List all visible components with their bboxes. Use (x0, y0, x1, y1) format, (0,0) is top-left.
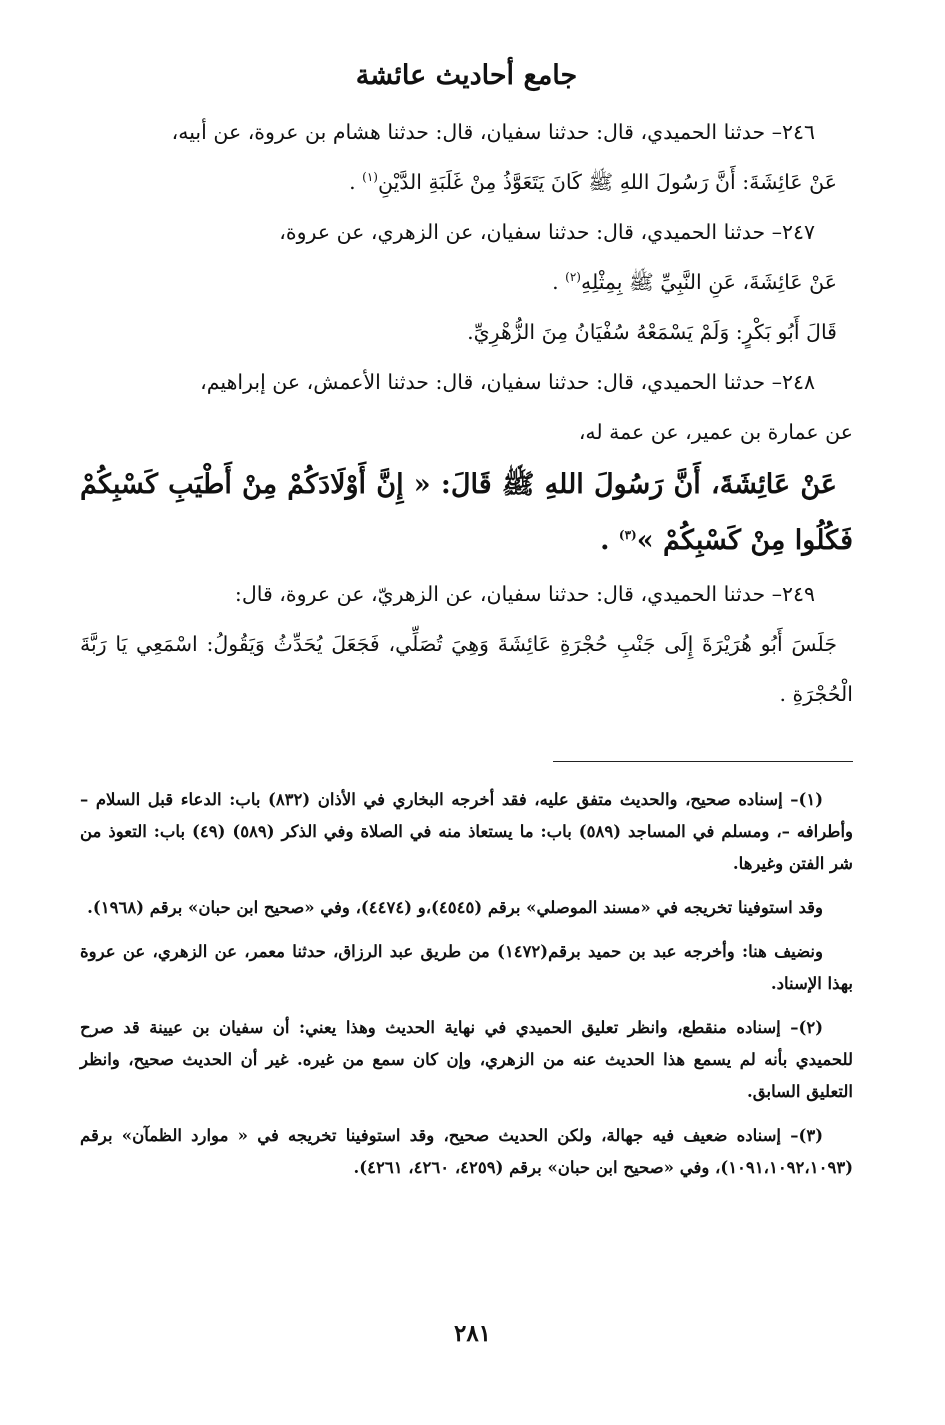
footnotes (80, 784, 853, 1184)
hadith-249-isnad: ٢٤٩– حدثنا الحميدي، قال: حدثنا سفيان، عن الزهريّ، عن عروة، قال: (234, 582, 815, 607)
footnote-3: (٣)– إسناده ضعيف فيه جهالة، ولكن الحديث صحيح، وقد استوفينا تخريجه في « موارد الظمآن» برقم (١٠٩١،١٠٩٢،١٠٩٣)، وفي «صحيح ابن حبان» برقم (٤٢٥٩، ٤٢٦٠، ٤٢٦١). (80, 1126, 853, 1178)
footnote-mark-3: (٣) (618, 528, 637, 543)
footnote-1-extra: وقد استوفينا تخريجه في «مسند الموصلي» برقم (٤٥٤٥)،و (٤٤٧٤)، وفي «صحيح ابن حبان» برقم (١٩٦٨). (87, 898, 823, 918)
footnote-mark-1: (١) (362, 170, 378, 185)
hadith-246-isnad: ٢٤٦– حدثنا الحميدي، قال: حدثنا سفيان، قال: حدثنا هشام بن عروة، عن أبيه، (171, 120, 815, 145)
footnote-1-addition: ونضيف هنا: وأخرجه عبد بن حميد برقم(١٤٧٢) من طريق عبد الرزاق، حدثنا معمر، عن الزهري، عن عروة بهذا الإسناد. (80, 942, 853, 994)
hadith-249-matn: جَلَسَ أَبُو هُرَيْرَةَ إِلَى جَنْبِ حُجْرَةِ عَائِشَةَ وَهِيَ تُصَلِّي، فَجَعَلَ يُحَدِّثُ وَيَقُولُ: اسْمَعِي يَا رَبَّةَ الْحُجْرَةِ . (80, 632, 853, 707)
hadith-247-matn-text: عَنْ عَائِشَةَ، عَنِ النَّبِيِّ ﷺ بِمِثْلِهِ (580, 270, 837, 295)
hadith-248-isnad: ٢٤٨– حدثنا الحميدي، قال: حدثنا سفيان، قال: حدثنا الأعمش، عن إبراهيم، (200, 370, 815, 395)
hadith-text (80, 107, 853, 719)
hadith-247-matn (80, 257, 853, 307)
footnote-2: (٢)– إسناده منقطع، وانظر تعليق الحميدي في نهاية الحديث وهذا يعني: أن سفيان بن عيينة قد صرح للحميدي بأنه لم يسمع هذا الحديث عنه من الزهري، وإن كان سمع من غيره. غير أن الحديث صحيح، وانظر التعليق السابق. (80, 1018, 853, 1102)
hadith-247-isnad: ٢٤٧– حدثنا الحميدي، قال: حدثنا سفيان، عن الزهري، عن عروة، (279, 220, 815, 245)
period: . (349, 170, 363, 195)
page-title: جامع أحاديث عائشة (355, 60, 578, 91)
footnote-1: (١)– إسناده صحيح، والحديث متفق عليه، فقد أخرجه البخاري في الأذان (٨٣٢) باب: الدعاء قبل السلام – وأطرافه –، ومسلم في المساجد (٥٨٩) باب: ما يستعاذ منه في الصلاة وفي الذكر (٥٨٩) (٤٩) باب: التعوذ من شر الفتن وغيرها. (80, 790, 853, 874)
page-number: ٢٨١ (453, 1320, 492, 1347)
hadith-246-matn (80, 157, 853, 207)
hadith-248-isnad-cont: عن عمارة بن عمير، عن عمة له، (578, 420, 853, 445)
abu-bakr-comment: قَالَ أَبُو بَكْرٍ: وَلَمْ يَسْمَعْهُ سُفْيَانُ مِنَ الزُّهْرِيِّ. (467, 320, 837, 345)
period: . (600, 525, 619, 557)
hadith-246-matn-text: عَنْ عَائِشَةَ: أَنَّ رَسُولَ اللهِ ﷺ كَانَ يَتَعَوَّذُ مِنْ غَلَبَةِ الدَّيْنِ (377, 170, 837, 195)
hadith-248-matn-text: عَنْ عَائِشَةَ، أَنَّ رَسُولَ اللهِ ﷺ قَالَ: « إِنَّ أَوْلَادَكُمْ مِنْ أَطْيَبِ كَسْبِكُمْ فَكُلُوا مِنْ كَسْبِكُمْ » (80, 469, 853, 557)
footnote-mark-2: (٢) (565, 270, 581, 285)
hadith-248-matn (80, 457, 853, 569)
book-page (0, 58, 945, 1425)
footnote-separator (553, 761, 853, 762)
period: . (552, 270, 566, 295)
